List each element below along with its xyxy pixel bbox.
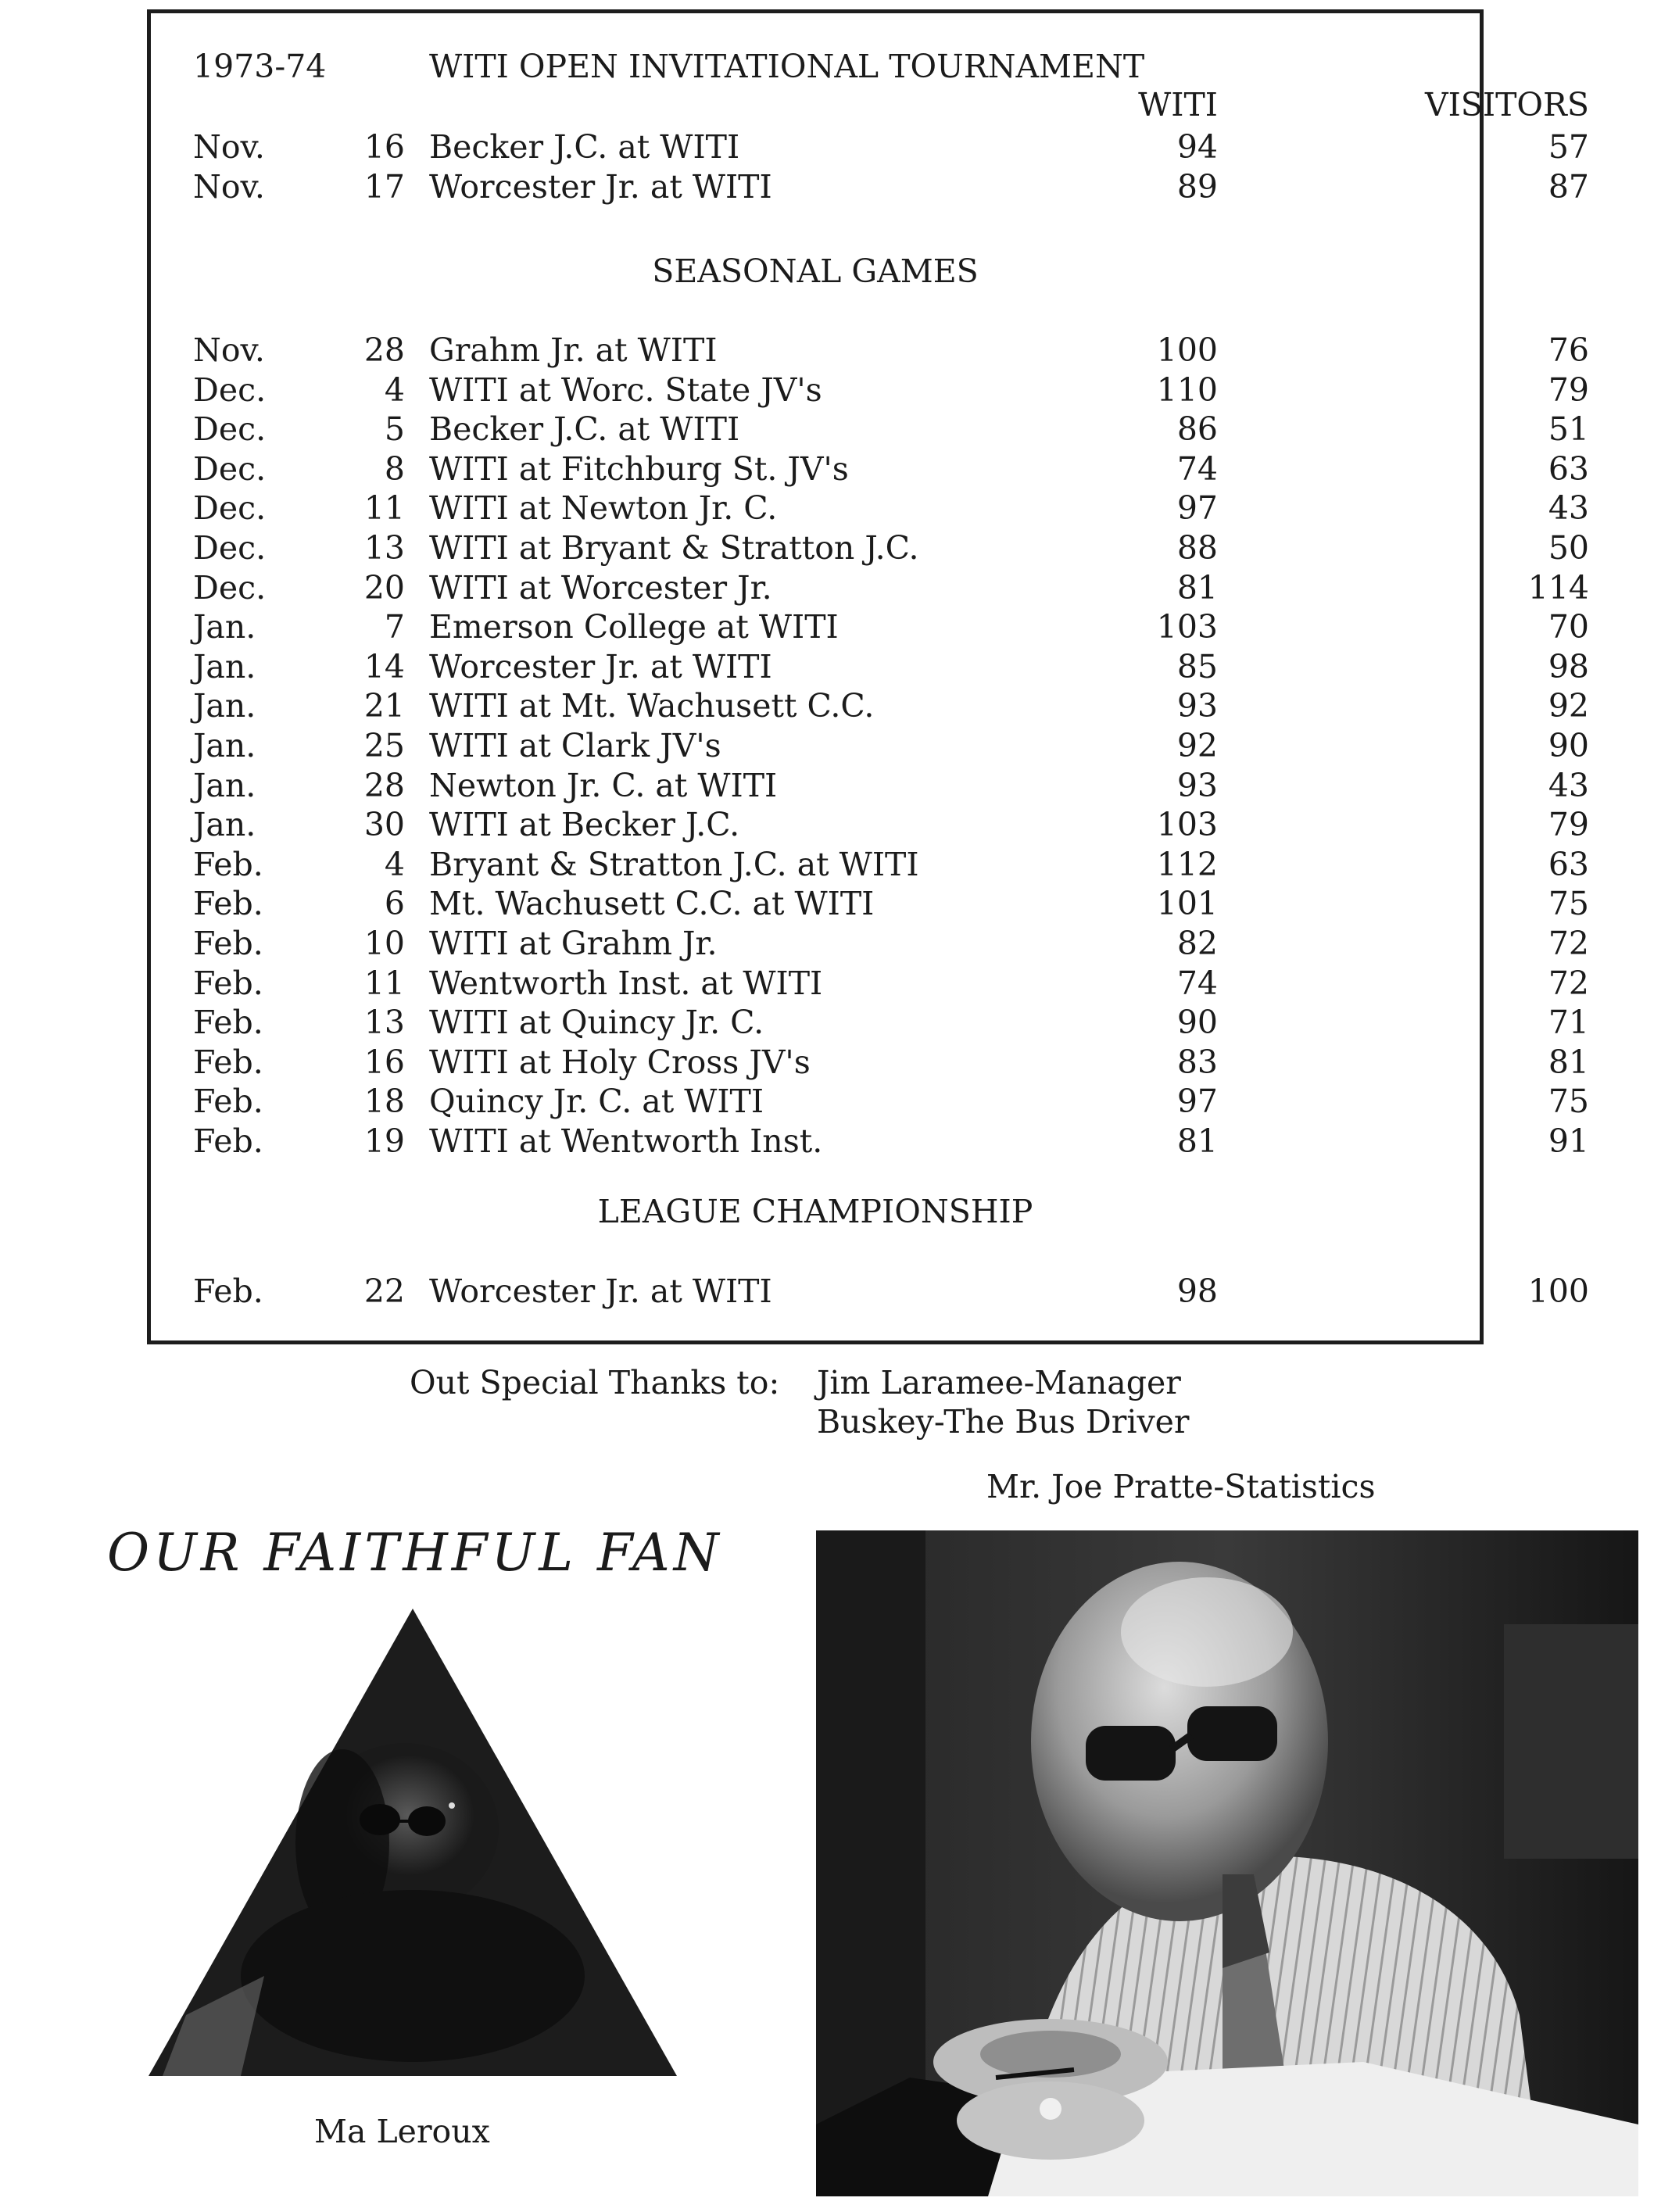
visitors-score: 87 <box>1548 168 1589 206</box>
game-day: 28 <box>363 767 405 804</box>
witi-score: 89 <box>1176 168 1218 206</box>
witi-score: 74 <box>1176 965 1218 1002</box>
witi-score: 93 <box>1176 767 1218 804</box>
game-month: Nov. <box>193 128 265 166</box>
game-matchup: Mt. Wachusett C.C. at WITI <box>429 885 875 922</box>
game-matchup: Worcester Jr. at WITI <box>429 168 772 206</box>
visitors-column-header: VISITORS <box>1424 86 1589 123</box>
visitors-score: 51 <box>1548 410 1589 448</box>
witi-score: 112 <box>1156 846 1218 883</box>
game-day: 13 <box>363 529 405 567</box>
game-day: 25 <box>363 727 405 764</box>
game-matchup: WITI at Mt. Wachusett C.C. <box>429 687 875 725</box>
game-day: 14 <box>363 648 405 685</box>
tournament-title: WITI OPEN INVITATIONAL TOURNAMENT <box>429 48 1145 85</box>
game-matchup: WITI at Quincy Jr. C. <box>429 1004 764 1041</box>
visitors-score: 90 <box>1548 727 1589 764</box>
game-day: 17 <box>363 168 405 206</box>
game-day: 28 <box>363 331 405 369</box>
game-matchup: Bryant & Stratton J.C. at WITI <box>429 846 919 883</box>
game-month: Jan. <box>193 608 256 646</box>
game-matchup: Wentworth Inst. at WITI <box>429 965 823 1002</box>
visitors-score: 79 <box>1548 371 1589 409</box>
game-month: Feb. <box>193 885 263 922</box>
visitors-score: 79 <box>1548 806 1589 843</box>
game-matchup: WITI at Holy Cross JV's <box>429 1043 811 1081</box>
game-day: 20 <box>363 569 405 607</box>
witi-score: 85 <box>1176 648 1218 685</box>
game-day: 11 <box>363 965 405 1002</box>
game-month: Feb. <box>193 1122 263 1160</box>
game-day: 19 <box>363 1122 405 1160</box>
game-month: Nov. <box>193 331 265 369</box>
witi-score: 81 <box>1176 1122 1218 1160</box>
game-month: Feb. <box>193 846 263 883</box>
witi-score: 81 <box>1176 569 1218 607</box>
game-matchup: Worcester Jr. at WITI <box>429 648 772 685</box>
witi-score: 100 <box>1156 331 1218 369</box>
game-month: Jan. <box>193 648 256 685</box>
game-matchup: Emerson College at WITI <box>429 608 839 646</box>
game-day: 6 <box>384 885 405 922</box>
witi-score: 83 <box>1176 1043 1218 1081</box>
game-matchup: Grahm Jr. at WITI <box>429 331 718 369</box>
visitors-score: 43 <box>1548 767 1589 804</box>
game-month: Feb. <box>193 965 263 1002</box>
witi-score: 98 <box>1176 1272 1218 1310</box>
witi-score: 97 <box>1176 489 1218 527</box>
visitors-score: 43 <box>1548 489 1589 527</box>
witi-score: 86 <box>1176 410 1218 448</box>
game-matchup: WITI at Grahm Jr. <box>429 925 718 962</box>
witi-score: 92 <box>1176 727 1218 764</box>
game-day: 16 <box>363 128 405 166</box>
game-month: Dec. <box>193 489 267 527</box>
game-day: 21 <box>363 687 405 725</box>
game-day: 18 <box>363 1083 405 1120</box>
game-month: Dec. <box>193 569 267 607</box>
game-month: Jan. <box>193 727 256 764</box>
game-month: Feb. <box>193 1272 263 1310</box>
game-month: Dec. <box>193 529 267 567</box>
game-matchup: WITI at Fitchburg St. JV's <box>429 450 849 488</box>
fan-portrait-photo <box>147 1609 678 2078</box>
visitors-score: 98 <box>1548 648 1589 685</box>
game-month: Jan. <box>193 767 256 804</box>
visitors-score: 81 <box>1548 1043 1589 1081</box>
game-month: Feb. <box>193 1004 263 1041</box>
game-day: 7 <box>384 608 405 646</box>
game-matchup: Becker J.C. at WITI <box>429 410 740 448</box>
game-month: Feb. <box>193 1083 263 1120</box>
game-month: Nov. <box>193 168 265 206</box>
game-matchup: WITI at Becker J.C. <box>429 806 740 843</box>
game-month: Feb. <box>193 925 263 962</box>
witi-score: 103 <box>1156 806 1218 843</box>
visitors-score: 75 <box>1548 1083 1589 1120</box>
visitors-score: 57 <box>1548 128 1589 166</box>
schedule-box <box>147 9 1589 1344</box>
witi-score: 93 <box>1176 687 1218 725</box>
game-matchup: Quincy Jr. C. at WITI <box>429 1083 764 1120</box>
witi-score: 110 <box>1156 371 1218 409</box>
faithful-fan-heading: OUR FAITHFUL FAN <box>107 1523 723 1583</box>
witi-score: 90 <box>1176 1004 1218 1041</box>
season-label: 1973-74 <box>193 48 327 85</box>
game-matchup: WITI at Worc. State JV's <box>429 371 822 409</box>
witi-score: 88 <box>1176 529 1218 567</box>
witi-column-header: WITI <box>1138 86 1218 123</box>
game-day: 5 <box>384 410 405 448</box>
thanks-line-manager: Jim Laramee-Manager <box>817 1364 1181 1401</box>
game-day: 22 <box>363 1272 405 1310</box>
game-matchup: WITI at Wentworth Inst. <box>429 1122 823 1160</box>
witi-score: 94 <box>1176 128 1218 166</box>
witi-score: 103 <box>1156 608 1218 646</box>
game-month: Dec. <box>193 450 267 488</box>
visitors-score: 63 <box>1548 450 1589 488</box>
visitors-score: 50 <box>1548 529 1589 567</box>
visitors-score: 92 <box>1548 687 1589 725</box>
game-day: 8 <box>384 450 405 488</box>
game-day: 30 <box>363 806 405 843</box>
seasonal-games-title: SEASONAL GAMES <box>652 252 979 290</box>
visitors-score: 91 <box>1548 1122 1589 1160</box>
game-day: 11 <box>363 489 405 527</box>
league-championship-title: LEAGUE CHAMPIONSHIP <box>597 1193 1033 1230</box>
game-day: 10 <box>363 925 405 962</box>
game-matchup: Newton Jr. C. at WITI <box>429 767 778 804</box>
game-matchup: WITI at Clark JV's <box>429 727 721 764</box>
game-month: Feb. <box>193 1043 263 1081</box>
game-month: Dec. <box>193 371 267 409</box>
thanks-intro: Out Special Thanks to: <box>410 1364 780 1401</box>
game-matchup: WITI at Worcester Jr. <box>429 569 772 607</box>
game-day: 4 <box>384 371 405 409</box>
visitors-score: 100 <box>1527 1272 1589 1310</box>
statistician-photo <box>816 1530 1638 2196</box>
visitors-score: 71 <box>1548 1004 1589 1041</box>
game-matchup: WITI at Bryant & Stratton J.C. <box>429 529 919 567</box>
witi-score: 97 <box>1176 1083 1218 1120</box>
witi-score: 82 <box>1176 925 1218 962</box>
game-month: Dec. <box>193 410 267 448</box>
visitors-score: 76 <box>1548 331 1589 369</box>
visitors-score: 70 <box>1548 608 1589 646</box>
visitors-score: 72 <box>1548 965 1589 1002</box>
game-month: Jan. <box>193 687 256 725</box>
thanks-line-statistics: Mr. Joe Pratte-Statistics <box>986 1468 1376 1505</box>
game-day: 13 <box>363 1004 405 1041</box>
game-matchup: WITI at Newton Jr. C. <box>429 489 778 527</box>
witi-score: 101 <box>1156 885 1218 922</box>
visitors-score: 63 <box>1548 846 1589 883</box>
game-day: 4 <box>384 846 405 883</box>
visitors-score: 114 <box>1527 569 1589 607</box>
game-day: 16 <box>363 1043 405 1081</box>
fan-caption: Ma Leroux <box>314 2113 490 2150</box>
visitors-score: 75 <box>1548 885 1589 922</box>
thanks-line-bus-driver: Buskey-The Bus Driver <box>817 1403 1190 1441</box>
witi-score: 74 <box>1176 450 1218 488</box>
visitors-score: 72 <box>1548 925 1589 962</box>
game-matchup: Worcester Jr. at WITI <box>429 1272 772 1310</box>
game-month: Jan. <box>193 806 256 843</box>
game-matchup: Becker J.C. at WITI <box>429 128 740 166</box>
